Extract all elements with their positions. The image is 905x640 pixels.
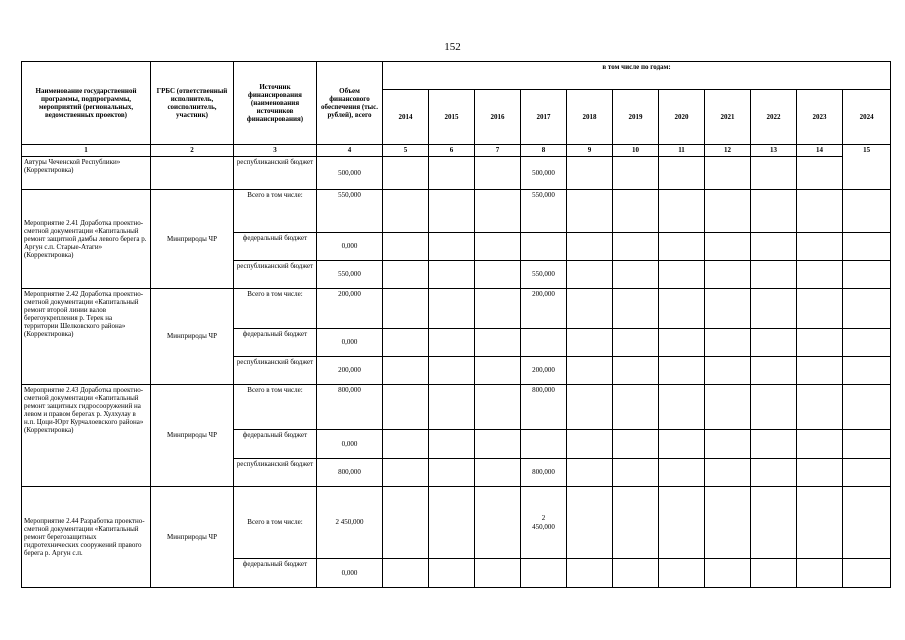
header-volume: Объем финансового обеспечения (тыс. рублей), всего xyxy=(317,62,383,145)
total-value: 800,000 xyxy=(317,459,383,487)
total-value: 500,000 xyxy=(317,157,383,190)
funding-source: федеральный бюджет xyxy=(234,430,317,459)
year-header: 2021 xyxy=(705,90,751,145)
table-row xyxy=(22,289,891,329)
total-value: 0,000 xyxy=(317,559,383,588)
funding-source: федеральный бюджет xyxy=(234,559,317,588)
column-number: 13 xyxy=(751,145,797,157)
year-2017-value: 500,000 xyxy=(521,157,567,190)
funding-source: республиканский бюджет xyxy=(234,459,317,487)
year-2017-value: 200,000 xyxy=(521,357,567,385)
activity-name: Мероприятие 2.42 Доработка проектно-сметной документации «Капитальный ремонт второй линии валов берегоукрепления р. Терек на территории Шелковского района» (Корректировка) xyxy=(22,289,151,385)
column-number: 2 xyxy=(151,145,234,157)
grbs-value: Минприроды ЧР xyxy=(151,385,234,487)
year-2017-value: 550,000 xyxy=(521,190,567,233)
column-number: 12 xyxy=(705,145,751,157)
column-number: 8 xyxy=(521,145,567,157)
year-header: 2022 xyxy=(751,90,797,145)
grbs-value: Минприроды ЧР xyxy=(151,487,234,588)
funding-source: Всего в том числе: xyxy=(234,385,317,430)
year-header: 2017 xyxy=(521,90,567,145)
total-value: 2 450,000 xyxy=(317,487,383,559)
column-number-row xyxy=(22,145,891,157)
column-number: 14 xyxy=(797,145,843,157)
year-header: 2014 xyxy=(383,90,429,145)
year-2017-value: 200,000 xyxy=(521,289,567,329)
year-2017-value: 800,000 xyxy=(521,385,567,430)
financing-table xyxy=(21,61,891,588)
year-header: 2015 xyxy=(429,90,475,145)
total-value: 0,000 xyxy=(317,233,383,261)
total-value: 200,000 xyxy=(317,289,383,329)
grbs-value: Минприроды ЧР xyxy=(151,289,234,385)
column-number: 11 xyxy=(659,145,705,157)
column-number: 9 xyxy=(567,145,613,157)
total-value: 0,000 xyxy=(317,430,383,459)
column-number: 10 xyxy=(613,145,659,157)
column-number: 6 xyxy=(429,145,475,157)
column-number: 3 xyxy=(234,145,317,157)
funding-source: Всего в том числе: xyxy=(234,289,317,329)
year-header: 2020 xyxy=(659,90,705,145)
funding-source: Всего в том числе: xyxy=(234,487,317,559)
year-header: 2024 xyxy=(843,90,891,145)
column-number: 4 xyxy=(317,145,383,157)
year-header: 2023 xyxy=(797,90,843,145)
total-value: 800,000 xyxy=(317,385,383,430)
header-source: Источник финансирования (наименования источников финансирования) xyxy=(234,62,317,145)
total-value: 0,000 xyxy=(317,329,383,357)
activity-name: Мероприятие 2.44 Разработка проектно-сметной документации «Капитальный ремонт берегозащитных гидротехнических сооружений правого берега р. Аргун с.п. xyxy=(22,487,151,588)
table-row xyxy=(22,385,891,430)
funding-source: федеральный бюджет xyxy=(234,329,317,357)
total-value: 550,000 xyxy=(317,190,383,233)
table-row xyxy=(22,157,891,190)
header-years-group: в том числе по годам: xyxy=(383,62,891,90)
year-2017-value: 2 450,000 xyxy=(521,487,567,559)
funding-source: республиканский бюджет xyxy=(234,157,317,190)
column-number: 1 xyxy=(22,145,151,157)
header-name: Наименование государственной программы, подпрограммы, мероприятий (региональных, ведомственных проектов) xyxy=(22,62,151,145)
activity-name: Мероприятие 2.43 Доработка проектно-сметной документации «Капитальный ремонт защитных гидросооружений на левом и правом берегах р. Хулхулау в н.п. Цоци-Юрт Курчалоевского района» (Корректировка) xyxy=(22,385,151,487)
funding-source: Всего в том числе: xyxy=(234,190,317,233)
year-header: 2016 xyxy=(475,90,521,145)
column-number: 5 xyxy=(383,145,429,157)
funding-source: федеральный бюджет xyxy=(234,233,317,261)
funding-source: республиканский бюджет xyxy=(234,357,317,385)
grbs-value: Минприроды ЧР xyxy=(151,190,234,289)
activity-name: Мероприятие 2.41 Доработка проектно-сметной документации «Капитальный ремонт защитной дамбы левого берега р. Аргун с.п. Старые-Атаги» (Корректировка) xyxy=(22,190,151,289)
year-header: 2018 xyxy=(567,90,613,145)
total-value: 200,000 xyxy=(317,357,383,385)
column-number: 15 xyxy=(843,145,891,190)
table-row xyxy=(22,487,891,559)
activity-name: Автуры Чеченской Республики» (Корректировка) xyxy=(22,157,151,190)
year-2017-value: 800,000 xyxy=(521,459,567,487)
funding-source: республиканский бюджет xyxy=(234,261,317,289)
total-value: 550,000 xyxy=(317,261,383,289)
year-2017-value: 550,000 xyxy=(521,261,567,289)
column-number: 7 xyxy=(475,145,521,157)
header-grbs: ГРБС (ответственный исполнитель, соисполнитель, участник) xyxy=(151,62,234,145)
page-number: 152 xyxy=(444,41,461,53)
table-row xyxy=(22,190,891,233)
year-header: 2019 xyxy=(613,90,659,145)
